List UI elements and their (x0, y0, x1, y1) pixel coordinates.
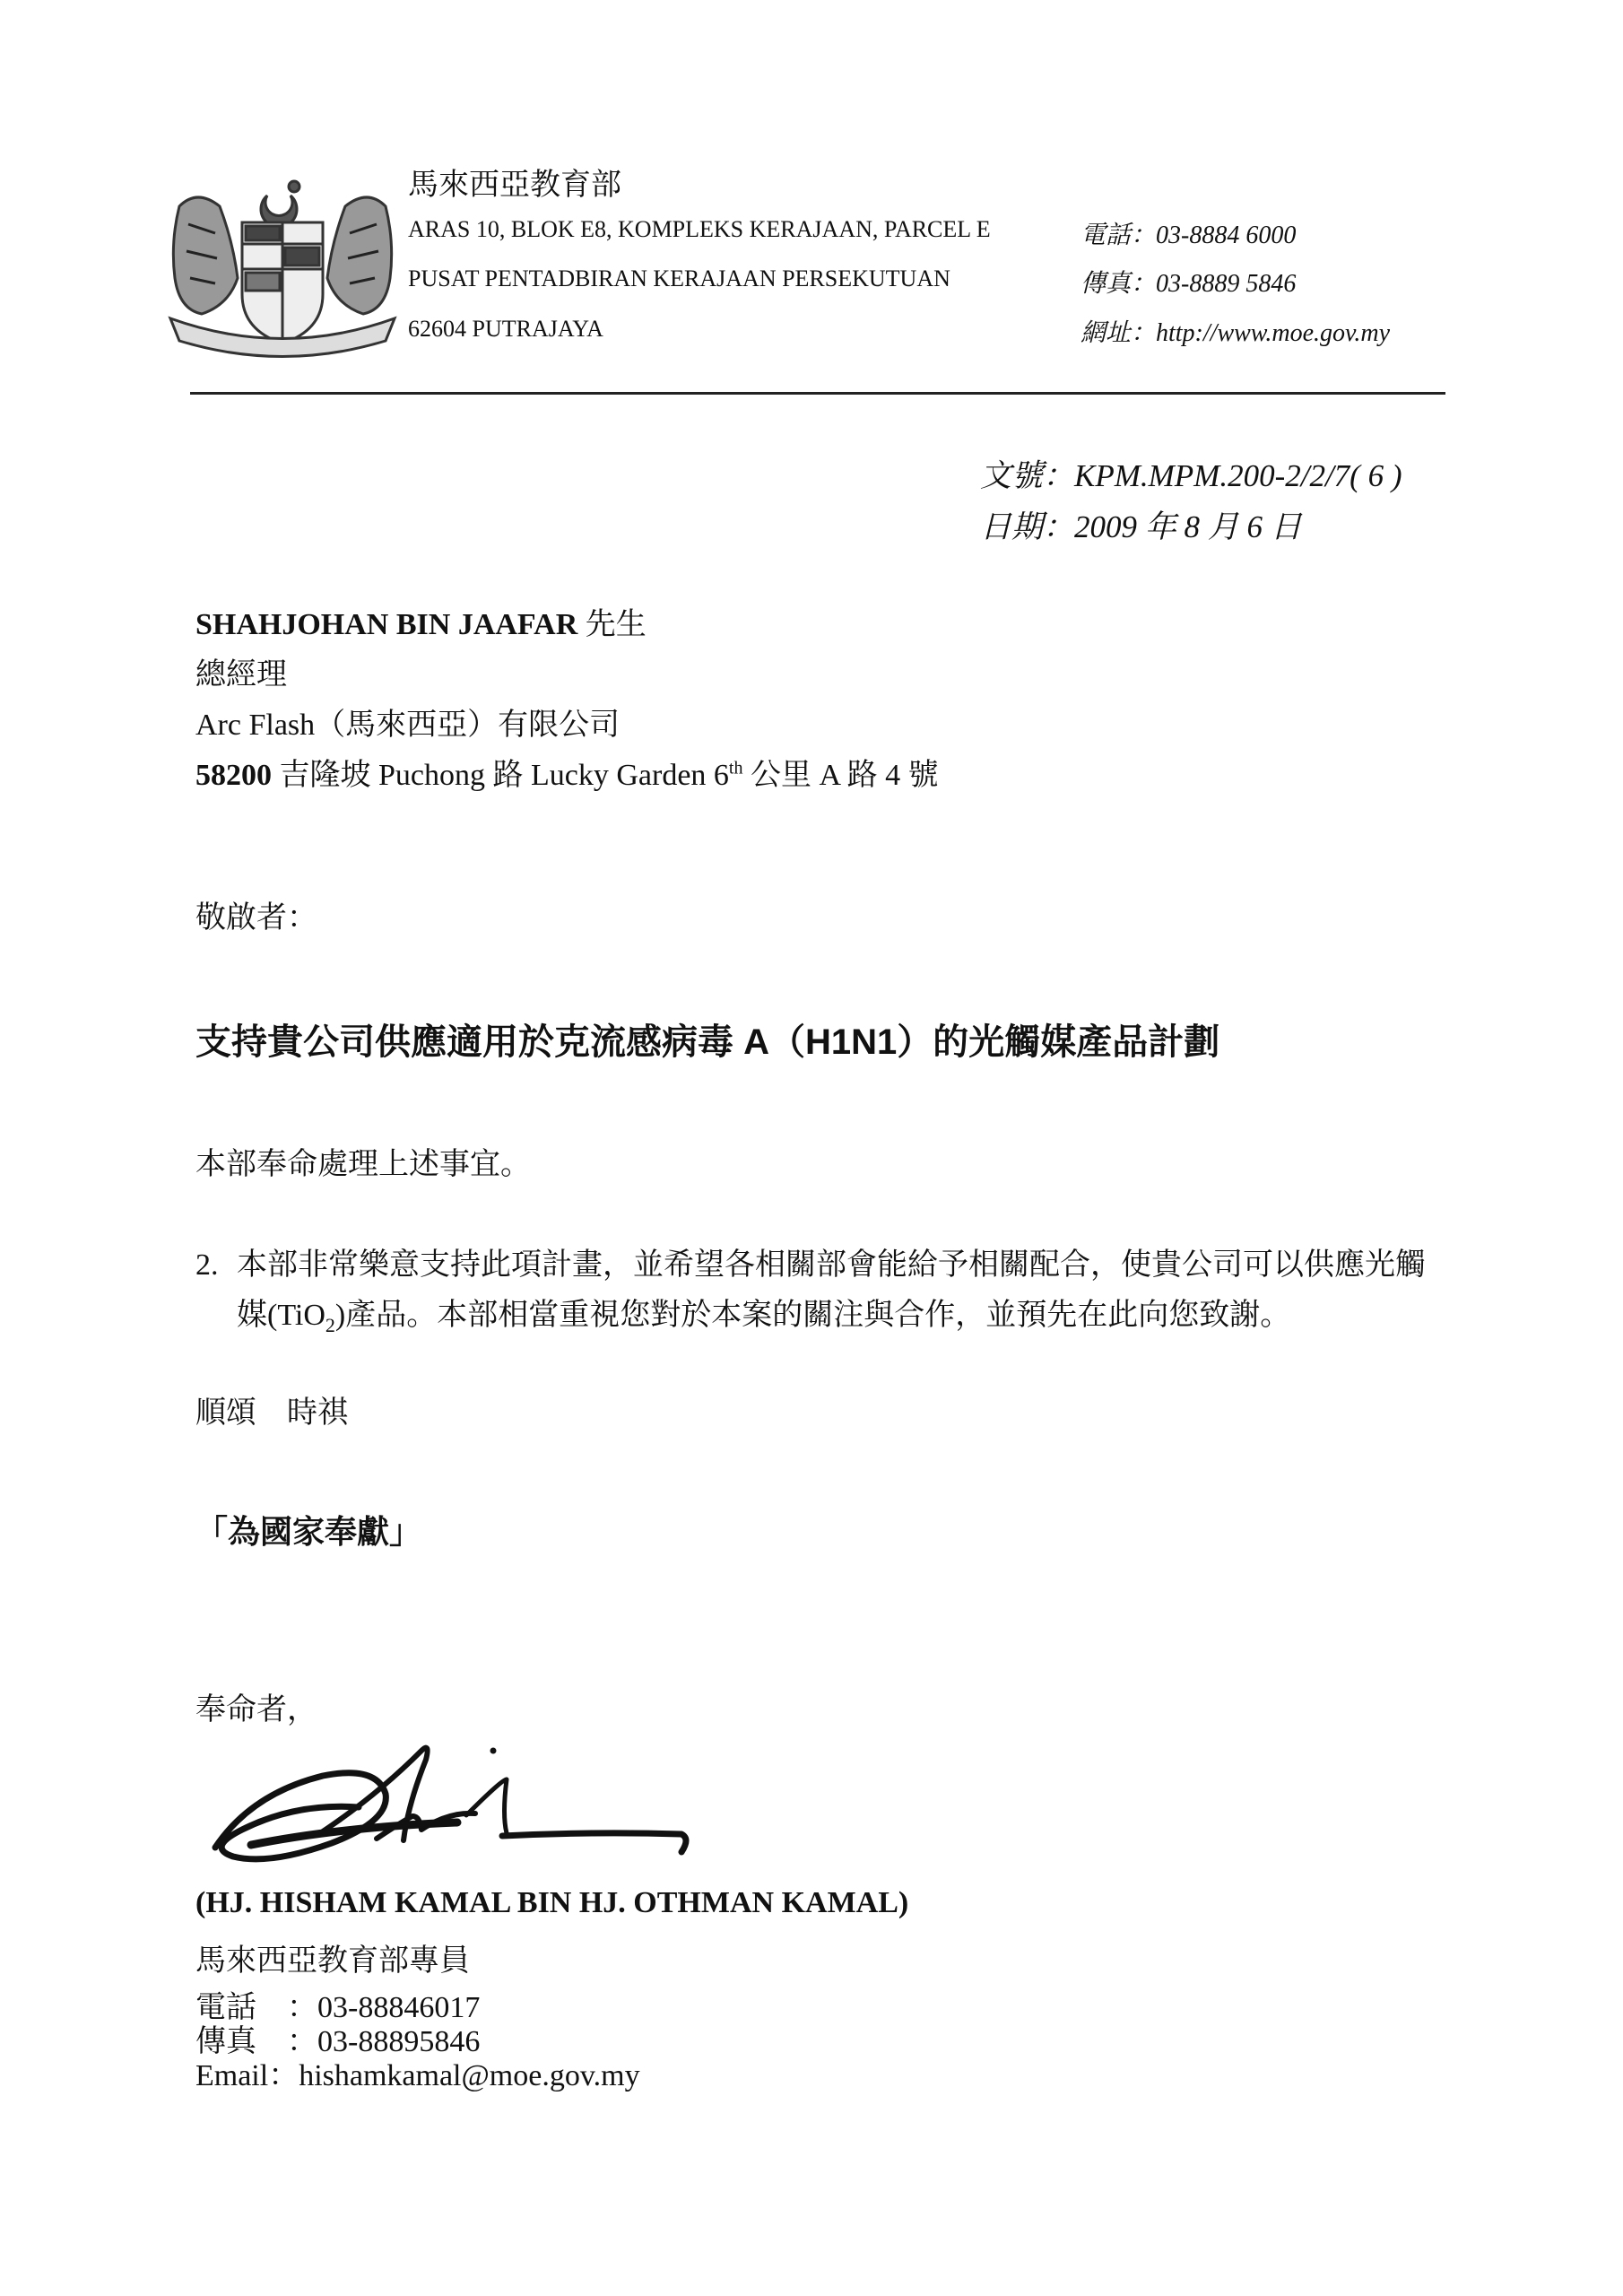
recipient-company: Arc Flash（馬來西亞）有限公司 (195, 709, 621, 742)
coat-of-arms-icon (152, 170, 412, 359)
letterhead-divider (190, 392, 1445, 395)
letterhead-phone: 電話：03-8884 6000 (1081, 222, 1297, 249)
recipient-name-line (195, 599, 647, 643)
recipient-address-b: 公里 A 路 4 號 (742, 759, 939, 792)
letter-subject: 支持貴公司供應適用於克流感病毒 A（H1N1）的光觸媒產品計劃 (195, 1022, 1220, 1062)
paragraph-2-subscript: 2 (325, 1313, 335, 1336)
letterhead-fax: 傳真：03-8889 5846 (1081, 270, 1297, 298)
recipient-address-a: 吉隆坡 Puchong 路 Lucky Garden 6 (272, 759, 729, 792)
address-line-1: ARAS 10, BLOK E8, KOMPLEKS KERAJAAN, PARCEL E (408, 216, 991, 242)
recipient-postcode: 58200 (195, 759, 272, 792)
paragraph-2-number: 2. (195, 1248, 219, 1282)
sign-off: 奉命者， (195, 1693, 317, 1726)
address-line-2: PUSAT PENTADBIRAN KERAJAAN PERSEKUTUAN (408, 265, 950, 291)
recipient-address (195, 750, 939, 794)
salutation: 敬啟者： (195, 901, 317, 935)
paragraph-2 (195, 1240, 1446, 1351)
signatory-email: Email：hishamkamal@moe.gov.my (195, 2059, 640, 2092)
paragraph-2-text-a: 本部非常樂意支持此項計畫，並希望各相關部會能給予相關配合，使貴公司可以供應光觸媒(TiO (237, 1248, 1426, 1332)
recipient-honorific: 先生 (577, 608, 647, 641)
paragraph-2-text-b: )產品。本部相當重視您對於本案的關注與合作，並預先在此向您致謝。 (334, 1299, 1291, 1332)
letterhead-website: 網址：http://www.moe.gov.my (1081, 319, 1391, 347)
address-line-3: 62604 PUTRAJAYA (408, 316, 603, 342)
motto: 「為國家奉獻」 (195, 1513, 422, 1550)
recipient-name: SHAHJOHAN BIN JAAFAR (195, 608, 578, 641)
organization-name: 馬來西亞教育部 (408, 169, 621, 202)
paragraph-1: 本部奉命處理上述事宜。 (195, 1148, 531, 1181)
recipient-address-sup: th (728, 758, 743, 778)
recipient-title: 總經理 (195, 658, 287, 691)
closing: 順頌 時祺 (195, 1396, 348, 1430)
signatory-name: (HJ. HISHAM KAMAL BIN HJ. OTHMAN KAMAL) (195, 1886, 909, 1919)
signatory-fax: 傳真 ：03-88895846 (195, 2025, 481, 2058)
file-number: 文號：KPM.MPM.200-2/2/7( 6 ) (980, 458, 1402, 493)
handwritten-signature-icon (197, 1733, 699, 1885)
letter-date: 日期：2009 年 8 月 6 日 (980, 509, 1302, 544)
signatory-phone: 電話 ：03-88846017 (195, 1991, 481, 2024)
signatory-position: 馬來西亞教育部專員 (195, 1944, 470, 1978)
